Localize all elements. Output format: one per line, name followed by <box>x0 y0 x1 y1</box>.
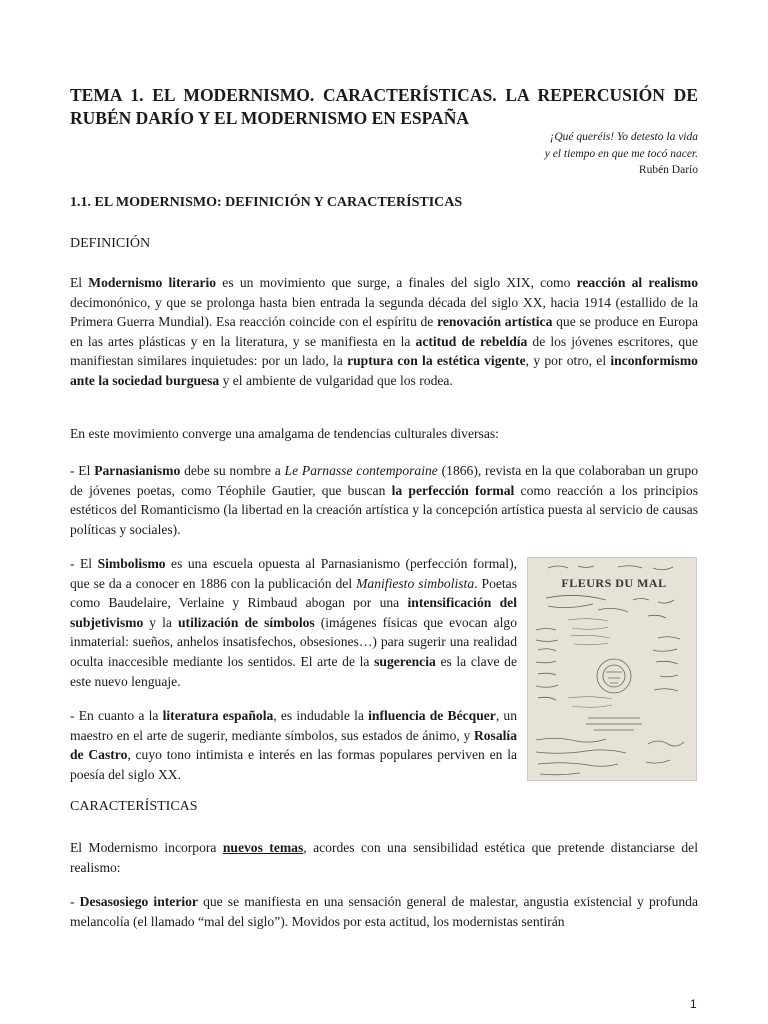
epigraph-author: Rubén Darío <box>638 164 698 176</box>
definicion-heading: DEFINICIÓN <box>70 236 151 251</box>
paragraph-desasosiego: - Desasosiego interior que se manifiesta en una sensación general de malestar, angustia existencial y profunda melancolía (el llamado “mal del siglo”). Movidos por esta actitud, los modernistas sentirán <box>70 894 699 929</box>
manuscript-proof-icon <box>528 558 697 781</box>
page-number: 1 <box>690 997 697 1011</box>
paragraph-literatura-espanola: - En cuanto a la literatura española, es indudable la influencia de Bécquer, un maestro en el arte de sugerir, mediante símbolos, sus estados de ánimo, y Rosalía de Castro, cuyo tono intimista e interés en las formas populares perviven en la poesía del siglo XX. <box>70 708 518 782</box>
manuscript-proof-image <box>527 557 697 781</box>
page-title: TEMA 1. EL MODERNISMO. CARACTERÍSTICAS. LA REPERCUSIÓN DE RUBÉN DARÍO Y EL MODERNISMO EN ESPAÑA <box>70 85 698 128</box>
paragraph-nuevos-temas: El Modernismo incorpora nuevos temas, acordes con una sensibilidad estética que pretende distanciarse del realismo: <box>70 840 698 875</box>
section-heading: 1.1. EL MODERNISMO: DEFINICIÓN Y CARACTERÍSTICAS <box>70 195 463 210</box>
epigraph-line-1: ¡Qué queréis! Yo detesto la vida <box>549 131 698 143</box>
paragraph-simbolismo: - El Simbolismo es una escuela opuesta al Parnasianismo (perfección formal), que se da a conocer en 1886 con la publicación del Manifiesto simbolista. Poetas como Baudelaire, Verlaine y Rimbaud abogan por una intensificación del subjetivismo y la utilización de símbolos (imágenes físicas que evocan algo inmaterial: sueños, anhelos insatisfechos, obsesiones…) para sugerir una realidad oculta inaccesible mediante los sentidos. El arte de la sugerencia es la clave de este nuevo lenguaje. <box>70 556 518 689</box>
epigraph-line-2: y el tiempo en que me tocó nacer. <box>544 147 698 160</box>
figure-title: FLEURS DU MAL <box>561 576 667 590</box>
paragraph-definition: El Modernismo literario es un movimiento que surge, a finales del siglo XIX, como reacción al realismo decimonónico, y que se prolonga hasta bien entrada la segunda década del siglo XX, hacia 1914 (estallido de la Primera Guerra Mundial). Esa reacción coincide con el espíritu de renovación artística que se produce en Europa en las artes plásticas y en la literatura, y se manifiesta en la actitud de rebeldía de los jóvenes escritores, que manifiestan similares inquietudes: por un lado, la ruptura con la estética vigente, y por otro, el inconformismo ante la sociedad burguesa y el ambiente de vulgaridad que los rodea. <box>70 275 699 388</box>
paragraph-tendencias: En este movimiento converge una amalgama de tendencias culturales diversas: <box>70 426 499 441</box>
epigraph <box>545 129 698 179</box>
caracteristicas-heading: CARACTERÍSTICAS <box>70 799 198 814</box>
paragraph-parnasianismo: - El Parnasianismo debe su nombre a Le Parnasse contemporaine (1866), revista en la que colaboraban un grupo de jóvenes poetas, como Téophile Gautier, que buscan la perfección formal como reacción a los principios estéticos del Romanticismo (la libertad en la creación artística y la concepción artística puesta al servicio de causas políticas y sociales). <box>70 463 698 537</box>
